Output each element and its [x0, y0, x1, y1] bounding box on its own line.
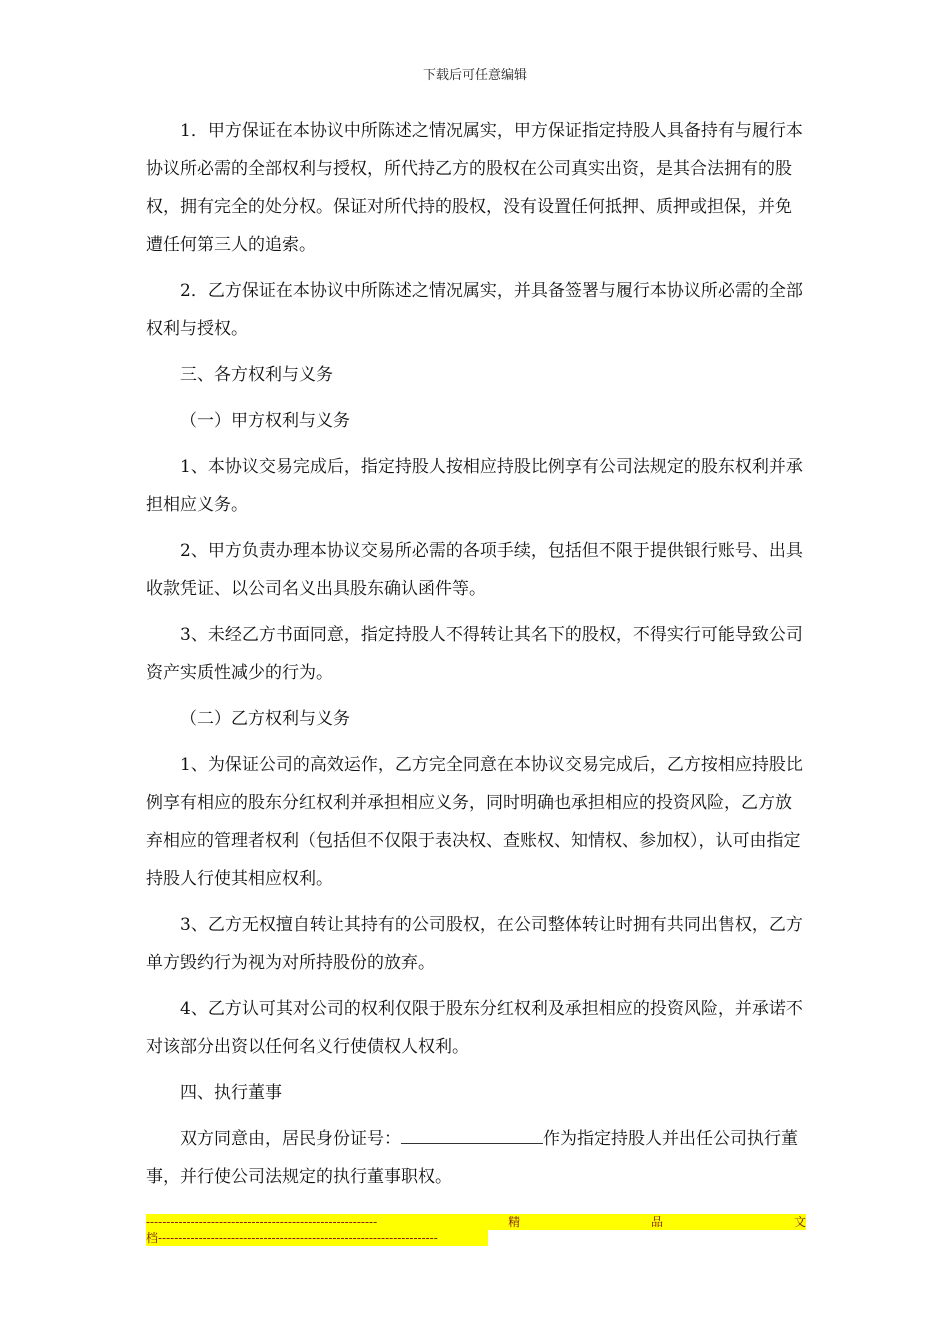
executive-director-text-after: 作为指定持股人并出任公司执行董事，并行使公司法规定的执行董事职权。 [146, 1129, 798, 1187]
footer-char-1: 精 [508, 1215, 521, 1229]
paragraph-party-a-guarantee: 1．甲方保证在本协议中所陈述之情况属实，甲方保证指定持股人具备持有与履行本协议所必需的全部权利与授权，所代持乙方的股权在公司真实出资，是其合法拥有的股权，拥有完全的处分权。保证对所代持的股权，没有设置任何抵押、质押或担保，并免遭任何第三人的追索。 [146, 121, 803, 255]
section-title-rights-obligations: 三、各方权利与义务 [180, 365, 333, 385]
paragraph-a-3: 3、未经乙方书面同意，指定持股人不得转让其名下的股权，不得实行可能导致公司资产实质性减少的行为。 [146, 625, 803, 683]
paragraph-a-2: 2、甲方负责办理本协议交易所必需的各项手续，包括但不限于提供银行账号、出具收款凭证、以公司名义出具股东确认函件等。 [146, 541, 803, 599]
subsection-title-party-b: （二）乙方权利与义务 [180, 709, 350, 729]
footer-line-2 [146, 1230, 488, 1246]
subsection-title-party-a: （一）甲方权利与义务 [180, 411, 350, 431]
executive-director-text-before: 双方同意由，居民身份证号： [180, 1129, 401, 1149]
paragraph-b-1: 1、为保证公司的高效运作，乙方完全同意在本协议交易完成后，乙方按相应持股比例享有相应的股东分红权利并承担相应义务，同时明确也承担相应的投资风险，乙方放弃相应的管理者权利（包括但不仅限于表决权、查账权、知情权、参加权），认可由指定持股人行使其相应权利。 [146, 755, 803, 889]
paragraph-executive-director [146, 1120, 806, 1196]
page-header: 下载后可任意编辑 [422, 68, 527, 83]
document-body [146, 112, 806, 1204]
footer-dashes-line2: --------------------------------------------------------------------- [158, 1231, 438, 1245]
footer-watermark [146, 1214, 806, 1250]
footer-dashes-left: --------------------------------------------------------- [146, 1215, 378, 1229]
section-title-executive-director: 四、执行董事 [180, 1083, 282, 1103]
footer-line-1 [146, 1214, 806, 1230]
paragraph-party-b-guarantee: 2．乙方保证在本协议中所陈述之情况属实，并具备签署与履行本协议所必需的全部权利与授权。 [146, 281, 803, 339]
paragraph-a-1: 1、本协议交易完成后，指定持股人按相应持股比例享有公司法规定的股东权利并承担相应义务。 [146, 457, 803, 515]
footer-char-3: 文 [793, 1215, 806, 1229]
footer-char-4: 档 [146, 1231, 159, 1245]
paragraph-b-4: 4、乙方认可其对公司的权利仅限于股东分红权利及承担相应的投资风险，并承诺不对该部分出资以任何名义行使债权人权利。 [146, 999, 803, 1057]
paragraph-b-3: 3、乙方无权擅自转让其持有的公司股权，在公司整体转让时拥有共同出售权，乙方单方毁约行为视为对所持股份的放弃。 [146, 915, 803, 973]
footer-char-2: 品 [651, 1215, 664, 1229]
id-number-blank [401, 1123, 543, 1144]
